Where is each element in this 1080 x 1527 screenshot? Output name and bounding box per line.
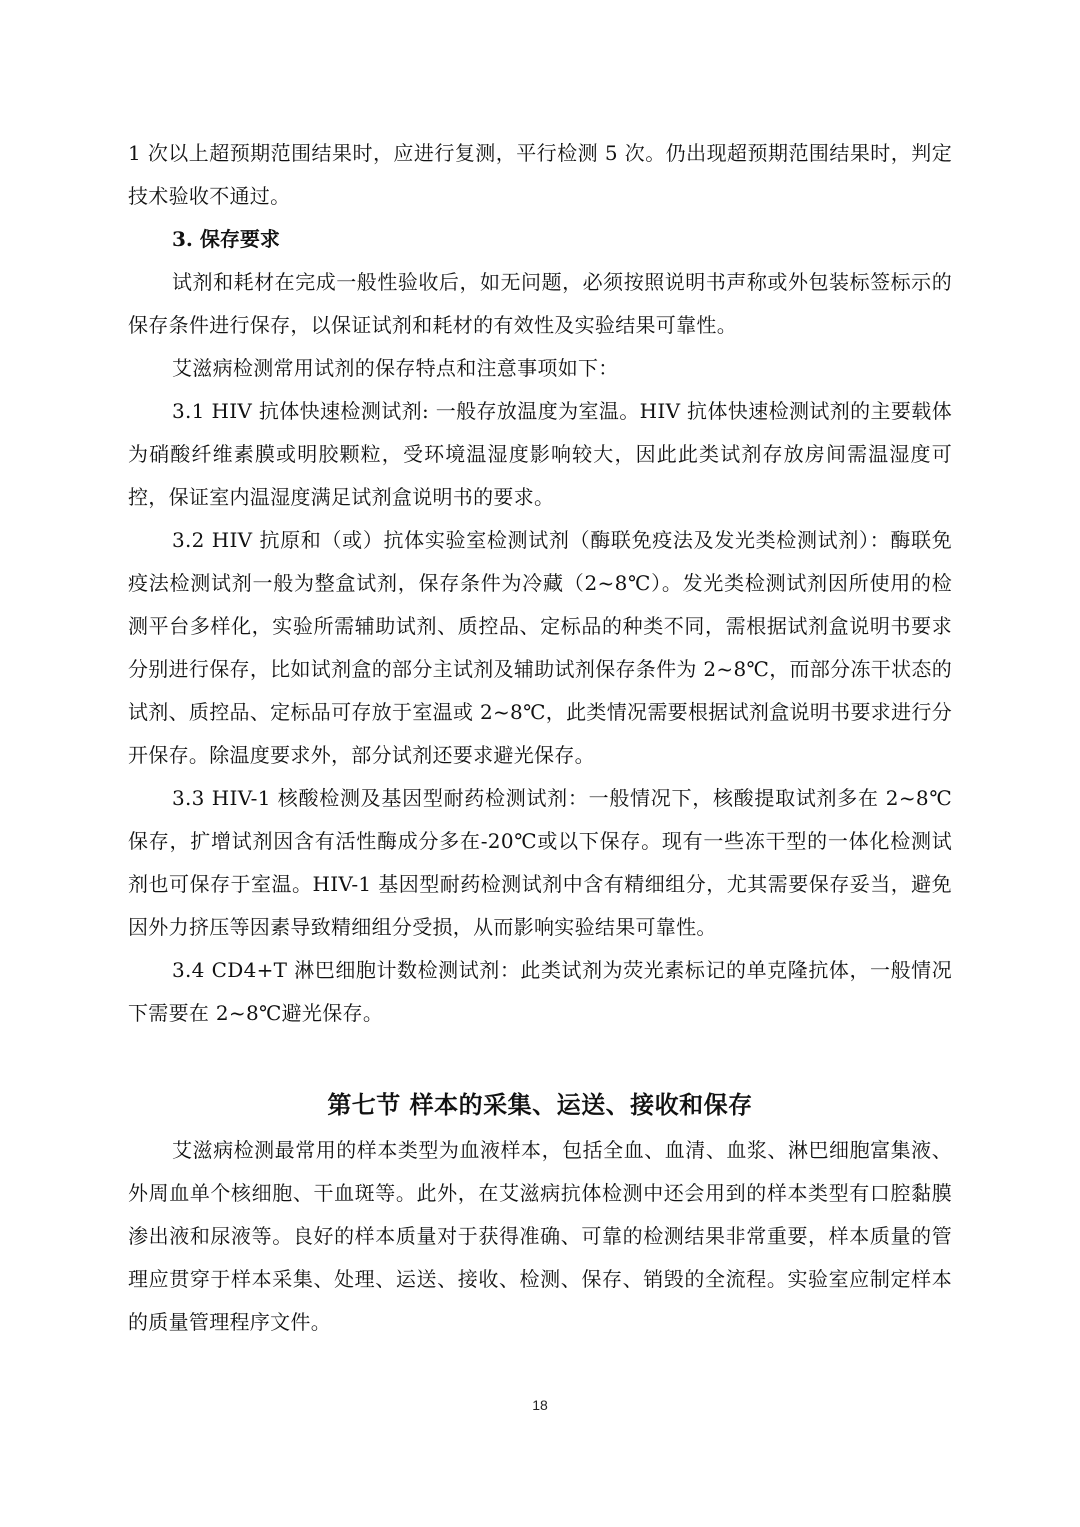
section-title: 第七节 样本的采集、运送、接收和保存 <box>327 1090 753 1119</box>
page-number: 18 <box>532 1397 548 1413</box>
paragraph-3-3-nucleic-acid: 3.3 HIV-1 核酸检测及基因型耐药检测试剂：一般情况下，核酸提取试剂多在 2~8℃保存，扩增试剂因含有活性酶成分多在-20℃或以下保存。现有一些冻干型的一体化检测试剂也可保存于室温。HIV-1 基因型耐药检测试剂中含有精细组分，尤其需要保存妥当，避免因外力挤压等因素导致精细组分受损，从而影响实验结果可靠性。 <box>128 786 952 939</box>
paragraph-storage-features: 艾滋病检测常用试剂的保存特点和注意事项如下： <box>172 356 619 380</box>
subheading-storage-requirements: 3. 保存要求 <box>172 227 280 251</box>
paragraph-section-7-intro: 艾滋病检测最常用的样本类型为血液样本，包括全血、血清、血浆、淋巴细胞富集液、外周血单个核细胞、干血斑等。此外，在艾滋病抗体检测中还会用到的样本类型有口腔黏膜渗出液和尿液等。良好的样本质量对于获得准确、可靠的检测结果非常重要，样本质量的管理应贯穿于样本采集、处理、运送、接收、检测、保存、销毁的全流程。实验室应制定样本的质量管理程序文件。 <box>128 1138 952 1334</box>
paragraph-3-2-lab-test: 3.2 HIV 抗原和（或）抗体实验室检测试剂（酶联免疫法及发光类检测试剂）：酶联免疫法检测试剂一般为整盒试剂，保存条件为冷藏（2~8℃）。发光类检测试剂因所使用的检测平台多样化，实验所需辅助试剂、质控品、定标品的种类不同，需根据试剂盒说明书要求分别进行保存，比如试剂盒的部分主试剂及辅助试剂保存条件为 2~8℃，而部分冻干状态的试剂、质控品、定标品可存放于室温或 2~8℃，此类情况需要根据试剂盒说明书要求进行分开保存。除温度要求外，部分试剂还要求避光保存。 <box>128 528 952 767</box>
page-body <box>128 132 952 1344</box>
paragraph-3-4-cd4: 3.4 CD4+T 淋巴细胞计数检测试剂：此类试剂为荧光素标记的单克隆抗体，一般情况下需要在 2~8℃避光保存。 <box>128 958 952 1025</box>
paragraph-3-1-rapid-test: 3.1 HIV 抗体快速检测试剂: 一般存放温度为室温。HIV 抗体快速检测试剂的主要载体为硝酸纤维素膜或明胶颗粒，受环境温湿度影响较大，因此此类试剂存放房间需温湿度可控，保证室内温湿度满足试剂盒说明书的要求。 <box>128 399 952 509</box>
paragraph-storage-intro: 试剂和耗材在完成一般性验收后，如无问题，必须按照说明书声称或外包装标签标示的保存条件进行保存，以保证试剂和耗材的有效性及实验结果可靠性。 <box>128 270 952 337</box>
paragraph-continued: 1 次以上超预期范围结果时，应进行复测，平行检测 5 次。仍出现超预期范围结果时，判定技术验收不通过。 <box>128 141 952 208</box>
